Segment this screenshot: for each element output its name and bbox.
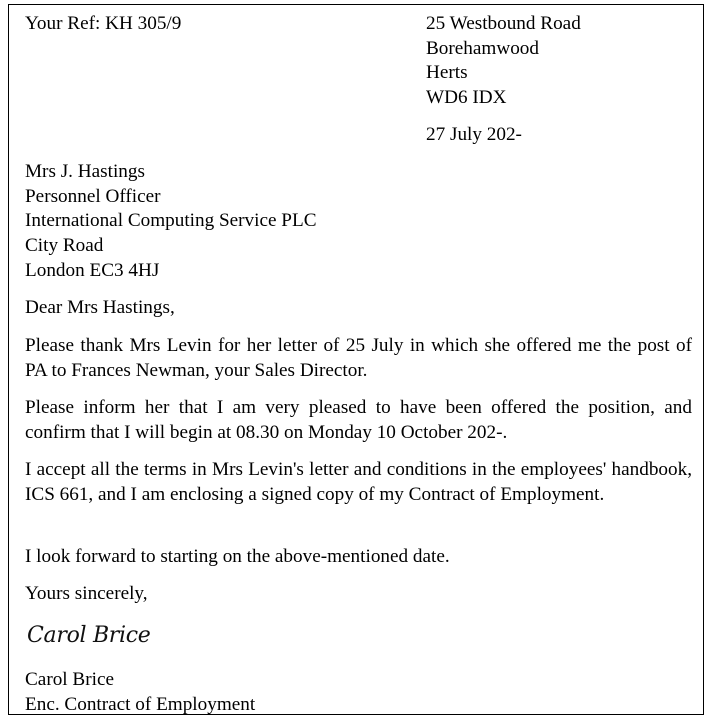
recipient-line: Mrs J. Hastings <box>25 161 145 182</box>
reference-line: Your Ref: KH 305/9 <box>25 13 182 34</box>
recipient-address <box>25 160 317 284</box>
sender-address-line: Borehamwood <box>426 37 539 59</box>
recipient-line: London EC3 4HJ <box>25 259 160 281</box>
recipient-line: International Computing Service PLC <box>25 210 317 232</box>
letter-date: 27 July 202- <box>426 124 522 145</box>
sender-address <box>426 12 581 111</box>
signoff-block <box>25 668 255 717</box>
body-paragraph: I look forward to starting on the above-mentioned date. <box>25 546 450 567</box>
sender-address-line: WD6 IDX <box>426 87 507 109</box>
letter-frame <box>8 4 704 715</box>
body-paragraph: I accept all the terms in Mrs Levin's letter and conditions in the employees' handbook, ICS 661, and I am enclosing a signed copy of my Contract of Employment. <box>25 459 692 505</box>
handwritten-signature: Carol Brice <box>27 623 151 648</box>
complimentary-close: Yours sincerely, <box>25 583 148 604</box>
body-paragraph: Please thank Mrs Levin for her letter of 25 July in which she offered me the post of PA to Frances Newman, your Sales Director. <box>25 335 692 381</box>
sender-address-line: Herts <box>426 62 468 84</box>
recipient-line: City Road <box>25 235 104 257</box>
recipient-line: Personnel Officer <box>25 185 161 207</box>
body-paragraph: Please inform her that I am very pleased to have been offered the position, and confirm that I will begin at 08.30 on Monday 10 October 202-. <box>25 397 692 443</box>
enclosure-note: Enc. Contract of Employment <box>25 693 256 715</box>
salutation: Dear Mrs Hastings, <box>25 297 175 318</box>
signer-name: Carol Brice <box>25 669 114 690</box>
sender-address-line: 25 Westbound Road <box>426 13 581 34</box>
